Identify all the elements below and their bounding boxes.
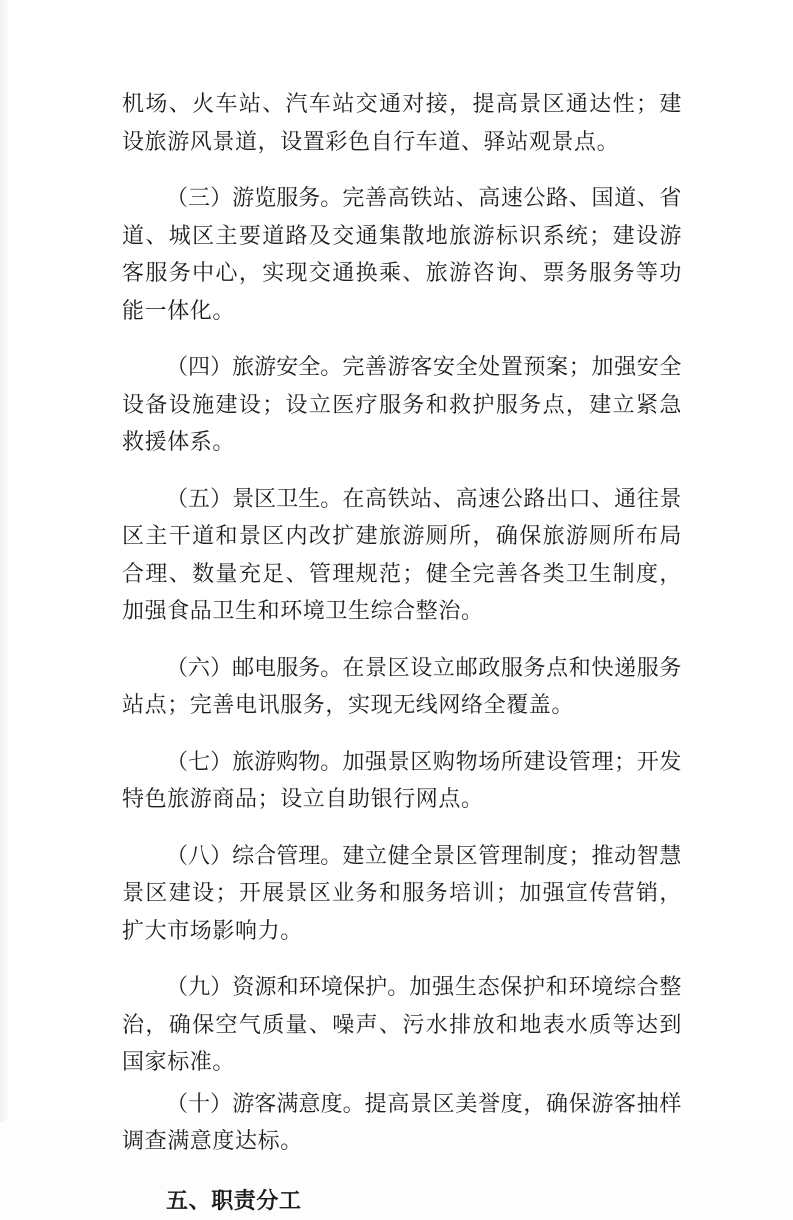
paragraph-text: 提高景区美誉度，确保游客抽样调查满意度达标。 [122, 1092, 682, 1155]
paragraph-transport-continuation [122, 86, 682, 161]
paragraph-label: （八）综合管理。 [166, 844, 342, 869]
document-body [122, 86, 682, 1220]
paragraph-scenic-hygiene [122, 481, 682, 631]
paragraph-text: 机场、火车站、汽车站交通对接，提高景区通达性；建设旅游风景道，设置彩色自行车道、驿站观景点。 [122, 92, 682, 155]
paragraph-visitor-satisfaction [122, 1086, 682, 1161]
paragraph-sightseeing-service [122, 180, 682, 330]
paragraph-comprehensive-management [122, 838, 682, 951]
paragraph-postal-telecom-service [122, 650, 682, 725]
paragraph-text: 建立健全景区管理制度；推动智慧景区建设；开展景区业务和服务培训；加强宣传营销，扩大市场影响力。 [122, 844, 682, 944]
paragraph-label: （三）游览服务。 [166, 186, 342, 211]
paragraph-text: 完善游客安全处置预案；加强安全设备设施建设；设立医疗服务和救护服务点，建立紧急救援体系。 [122, 355, 682, 455]
section-heading-responsibilities: 五、职责分工 [122, 1183, 682, 1220]
paragraph-text: 在高铁站、高速公路出口、通往景区主干道和景区内改扩建旅游厕所，确保旅游厕所布局合理、数量充足、管理规范；健全完善各类卫生制度，加强食品卫生和环境卫生综合整治。 [122, 487, 682, 625]
paragraph-text: 完善高铁站、高速公路、国道、省道、城区主要道路及交通集散地旅游标识系统；建设游客服务中心，实现交通换乘、旅游咨询、票务服务等功能一体化。 [122, 186, 682, 324]
paragraph-label: （七）旅游购物。 [166, 750, 342, 775]
paragraph-text: 加强景区购物场所建设管理；开发特色旅游商品；设立自助银行网点。 [122, 750, 682, 813]
paragraph-text: 在景区设立邮政服务点和快递服务站点；完善电讯服务，实现无线网络全覆盖。 [122, 656, 682, 719]
paragraph-label: （六）邮电服务。 [166, 656, 342, 681]
paragraph-label: （五）景区卫生。 [166, 487, 342, 512]
paragraph-tourism-safety [122, 349, 682, 462]
paragraph-label: （九）资源和环境保护。 [166, 975, 409, 1000]
paragraph-label: （十）游客满意度。 [166, 1092, 365, 1117]
paragraph-label: （四）旅游安全。 [166, 355, 342, 380]
scan-edge-shadow [0, 0, 10, 1122]
paragraph-resource-environment-protection [122, 969, 682, 1082]
paragraph-tourism-shopping [122, 744, 682, 819]
paragraph-text: 加强生态保护和环境综合整治，确保空气质量、噪声、污水排放和地表水质等达到国家标准。 [122, 975, 682, 1075]
